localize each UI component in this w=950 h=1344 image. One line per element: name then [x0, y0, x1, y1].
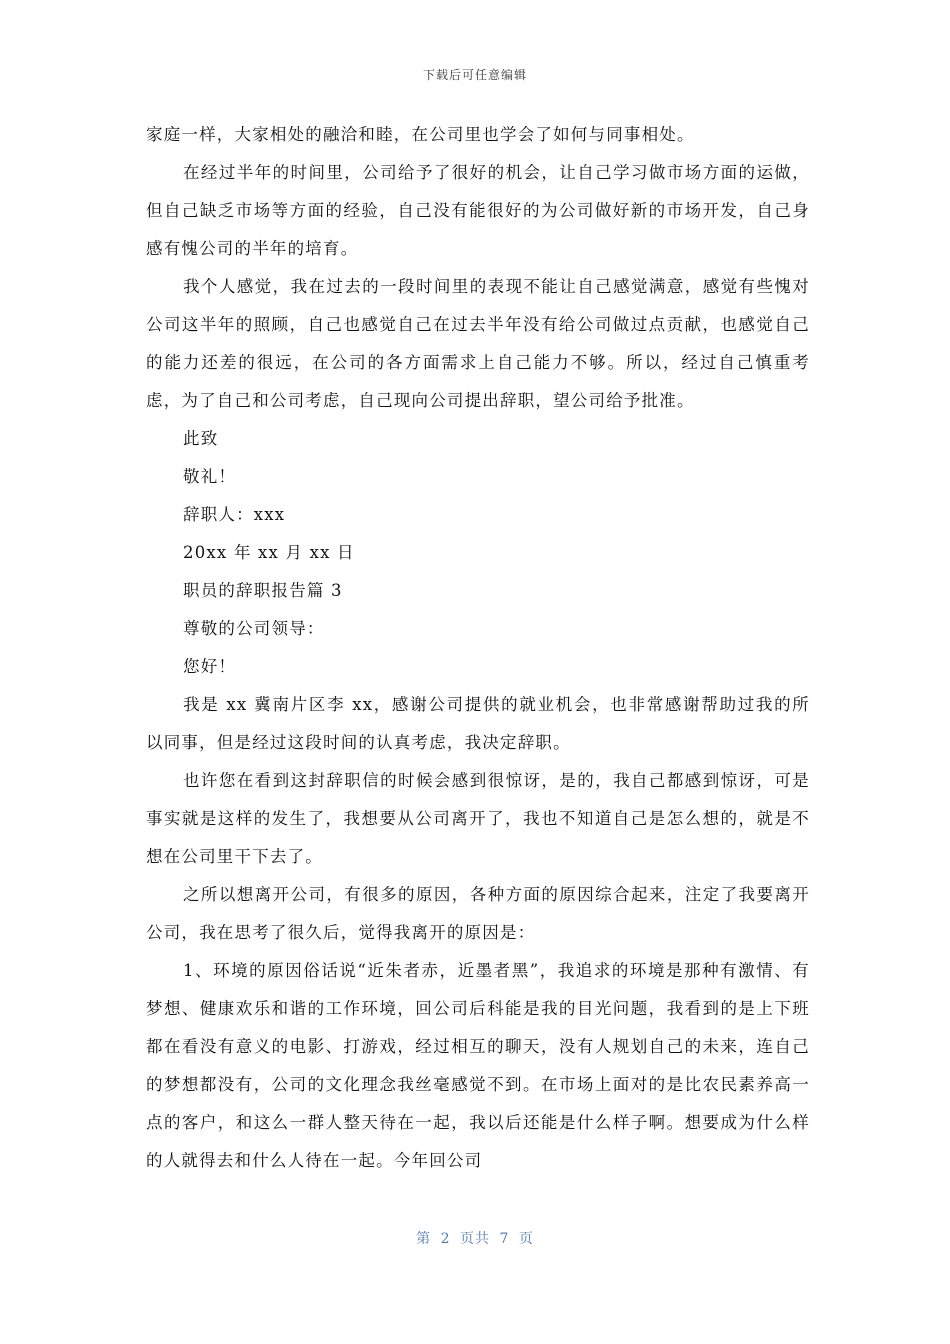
- paragraph: 也许您在看到这封辞职信的时候会感到很惊讶，是的，我自己都感到惊讶，可是事实就是这样的发生了，我想要从公司离开了，我也不知道自己是怎么想的，就是不想在公司里干下去了。: [146, 771, 810, 866]
- page-total: 7: [499, 1231, 510, 1247]
- section-title: 职员的辞职报告篇 3: [183, 581, 343, 600]
- signer-line: 辞职人：xxx: [183, 505, 286, 524]
- document-body: [146, 116, 810, 1180]
- page-middle: 页共: [460, 1231, 490, 1247]
- salutation-line: 敬礼！: [183, 467, 237, 486]
- paragraph: 我个人感觉，我在过去的一段时间里的表现不能让自己感觉满意，感觉有些愧对公司这半年的照顾，自己也感觉自己在过去半年没有给公司做过点贡献，也感觉自己的能力还差的很远，在公司的各方面需求上自己能力不够。所以，经过自己慎重考虑，为了自己和公司考虑，自己现向公司提出辞职，望公司给予批准。: [146, 277, 810, 410]
- paragraph: 1、环境的原因俗话说“近朱者赤，近墨者黑”，我追求的环境是那种有激情、有梦想、健康欢乐和谐的工作环境，回公司后科能是我的目光问题，我看到的是上下班都在看没有意义的电影、打游戏，经过相互的聊天，没有人规划自己的未来，连自己的梦想都没有，公司的文化理念我丝毫感觉不到。在市场上面对的是比农民素养高一点的客户，和这么一群人整天待在一起，我以后还能是什么样子啊。想要成为什么样的人就得去和什么人待在一起。今年回公司: [146, 961, 810, 1170]
- page-suffix: 页: [518, 1231, 534, 1247]
- date-line: 20xx 年 xx 月 xx 日: [183, 543, 355, 562]
- page-prefix: 第: [416, 1231, 432, 1247]
- greeting-line: 您好！: [183, 657, 237, 676]
- closing-line: 此致: [183, 429, 219, 448]
- paragraph: 在经过半年的时间里，公司给予了很好的机会，让自己学习做市场方面的运做，但自己缺乏市场等方面的经验，自己没有能很好的为公司做好新的市场开发，自己身感有愧公司的半年的培育。: [146, 163, 810, 258]
- paragraph: 我是 xx 冀南片区李 xx，感谢公司提供的就业机会，也非常感谢帮助过我的所以同事，但是经过这段时间的认真考虑，我决定辞职。: [146, 695, 810, 752]
- paragraph: 家庭一样，大家相处的融洽和睦，在公司里也学会了如何与同事相处。: [146, 125, 695, 144]
- page-footer: [0, 1228, 950, 1248]
- greeting-line: 尊敬的公司领导：: [183, 619, 325, 638]
- page-number: 2: [440, 1231, 451, 1247]
- paragraph: 之所以想离开公司，有很多的原因，各种方面的原因综合起来，注定了我要离开公司，我在思考了很久后，觉得我离开的原因是：: [146, 885, 810, 942]
- page-header: 下载后可任意编辑: [422, 68, 527, 82]
